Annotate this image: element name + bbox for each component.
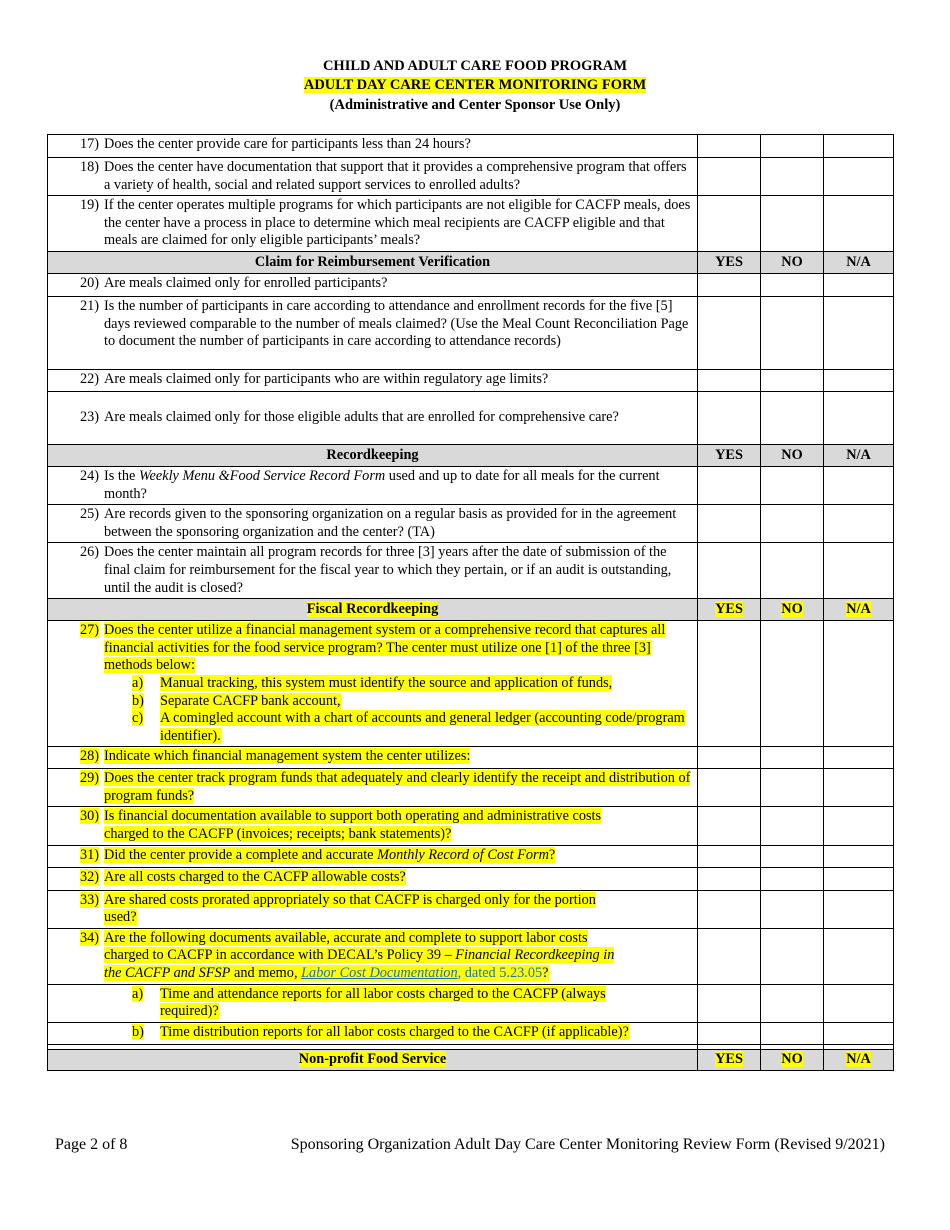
na-cell[interactable] <box>824 984 894 1022</box>
no-cell[interactable] <box>761 928 824 984</box>
no-cell[interactable] <box>761 890 824 928</box>
na-cell[interactable] <box>824 505 894 543</box>
question-number: 17) <box>79 136 99 152</box>
section-header-nonprofit <box>48 1049 894 1070</box>
no-cell[interactable] <box>761 769 824 807</box>
question-number: 27) <box>79 622 99 639</box>
question-text: Are meals claimed only for participants who are within regulatory age limits? <box>104 370 549 387</box>
no-cell[interactable] <box>761 135 824 158</box>
table-row-q34a <box>48 984 894 1022</box>
no-cell[interactable] <box>761 543 824 599</box>
table-row-q24 <box>48 466 894 504</box>
sub-item-text: Time distribution reports for all labor costs charged to the CACFP (if applicable)? <box>160 1023 629 1040</box>
section-title: Claim for Reimbursement Verification <box>48 251 698 273</box>
no-column-header: NO <box>761 444 824 466</box>
policy-reference: Financial Recordkeeping in the CACFP and SFSP <box>104 947 615 982</box>
yes-cell[interactable] <box>698 543 761 599</box>
question-number: 23) <box>79 409 99 426</box>
section-title: Fiscal Recordkeeping <box>48 599 698 621</box>
no-cell[interactable] <box>761 369 824 391</box>
question-text: Does the center have documentation that support that it provides a comprehensive program that offers a variety of health, social and related support services to enrolled adults? <box>104 159 687 193</box>
no-cell[interactable] <box>761 158 824 196</box>
yes-column-header: YES <box>698 251 761 273</box>
question-number: 25) <box>79 506 99 523</box>
table-row-q19 <box>48 196 894 252</box>
question-number: 32) <box>79 868 99 885</box>
na-cell[interactable] <box>824 296 894 369</box>
question-text: Does the center utilize a financial management system or a comprehensive record that captures all financial activities for the food service program? The center must utilize one [1] of the three [3] methods below: <box>104 622 666 674</box>
yes-cell[interactable] <box>698 769 761 807</box>
na-cell[interactable] <box>824 369 894 391</box>
no-cell[interactable] <box>761 807 824 845</box>
yes-cell[interactable] <box>698 984 761 1022</box>
na-column-header: N/A <box>824 1049 894 1070</box>
table-row-q17 <box>48 135 894 158</box>
yes-cell[interactable] <box>698 466 761 504</box>
na-cell[interactable] <box>824 621 894 747</box>
yes-cell[interactable] <box>698 369 761 391</box>
yes-cell[interactable] <box>698 135 761 158</box>
section-header-fiscal <box>48 599 894 621</box>
na-column-header: N/A <box>824 599 894 621</box>
question-number: 29) <box>79 770 99 787</box>
section-header-claim <box>48 251 894 273</box>
no-cell[interactable] <box>761 984 824 1022</box>
yes-column-header: YES <box>698 444 761 466</box>
question-text: Did the center provide a complete and accurate Monthly Record of Cost Form? <box>104 846 556 863</box>
question-text: Are all costs charged to the CACFP allowable costs? <box>104 868 406 885</box>
form-footer-title: Sponsoring Organization Adult Day Care Center Monitoring Review Form (Revised 9/2021) <box>290 1136 885 1153</box>
form-program-title: CHILD AND ADULT CARE FOOD PROGRAM <box>322 58 628 74</box>
yes-cell[interactable] <box>698 391 761 444</box>
monitoring-table <box>47 134 894 1071</box>
table-row-q28 <box>48 747 894 769</box>
yes-cell[interactable] <box>698 845 761 867</box>
no-cell[interactable] <box>761 273 824 296</box>
question-number: 19) <box>79 197 99 214</box>
question-number: 24) <box>79 467 99 484</box>
na-cell[interactable] <box>824 867 894 890</box>
yes-cell[interactable] <box>698 196 761 252</box>
na-cell[interactable] <box>824 158 894 196</box>
question-number: 33) <box>79 891 99 908</box>
na-cell[interactable] <box>824 196 894 252</box>
na-cell[interactable] <box>824 466 894 504</box>
question-text: Indicate which financial management system the center utilizes: <box>104 748 471 765</box>
na-cell[interactable] <box>824 273 894 296</box>
table-row-q20 <box>48 273 894 296</box>
question-text: Does the center provide care for participants less than 24 hours? <box>104 136 471 152</box>
yes-cell[interactable] <box>698 928 761 984</box>
question-text: Are meals claimed only for enrolled participants? <box>104 274 388 291</box>
question-text: Is financial documentation available to support both operating and administrative costs charged to the CACFP (invoices; receipts; bank statements)? <box>104 808 602 843</box>
no-cell[interactable] <box>761 196 824 252</box>
sub-item-c: c) A comingled account with a chart of accounts and general ledger (accounting code/program identifier). <box>132 710 685 744</box>
na-cell[interactable] <box>824 890 894 928</box>
yes-cell[interactable] <box>698 890 761 928</box>
table-row-q21 <box>48 296 894 369</box>
section-title: Recordkeeping <box>48 444 698 466</box>
table-row-q23 <box>48 391 894 444</box>
no-cell[interactable] <box>761 747 824 769</box>
question-text: Is the number of participants in care according to attendance and enrollment records for the five [5] days reviewed comparable to the number of meals claimed? (Use the Meal Count Reconciliation Page to document the number of participants in care according to attendance records) <box>104 297 689 350</box>
no-cell[interactable] <box>761 845 824 867</box>
yes-cell[interactable] <box>698 621 761 747</box>
form-subtitle: (Administrative and Center Sponsor Use Only) <box>329 97 621 113</box>
question-text: If the center operates multiple programs for which participants are not eligible for CACFP meals, does the center have a process in place to determine which meal recipients are CACFP eligible and that meals are claimed for only eligible participants’ meals? <box>104 197 691 249</box>
question-text: Are the following documents available, accurate and complete to support labor costs charged to CACFP in accordance with DECAL’s Policy 39 – Financial Recordkeeping in the CACFP and SFSP and memo, Labor Cost Documentation, dated 5.23.05? <box>104 929 615 982</box>
table-row-q29 <box>48 769 894 807</box>
section-title: Non-profit Food Service <box>48 1049 698 1070</box>
question-number: 18) <box>79 159 99 175</box>
question-number: 21) <box>79 297 99 314</box>
yes-column-header: YES <box>698 1049 761 1070</box>
form-name-reference: Monthly Record of Cost Form <box>377 846 549 863</box>
yes-cell[interactable] <box>698 158 761 196</box>
table-row-q32 <box>48 867 894 890</box>
question-number: 28) <box>79 748 99 765</box>
question-number: 26) <box>79 544 99 561</box>
na-column-header: N/A <box>824 251 894 273</box>
no-column-header: NO <box>761 1049 824 1070</box>
question-text: Are shared costs prorated appropriately so that CACFP is charged only for the portion used? <box>104 891 596 926</box>
no-cell[interactable] <box>761 621 824 747</box>
na-cell[interactable] <box>824 135 894 158</box>
no-cell[interactable] <box>761 391 824 444</box>
no-column-header: NO <box>761 599 824 621</box>
yes-cell[interactable] <box>698 273 761 296</box>
table-row-q26 <box>48 543 894 599</box>
na-cell[interactable] <box>824 807 894 845</box>
labor-cost-memo-link[interactable]: Labor Cost Documentation <box>301 965 458 982</box>
table-row-q22 <box>48 369 894 391</box>
question-text: Is the Weekly Menu &Food Service Record Form used and up to date for all meals for the current month? <box>104 467 660 502</box>
memo-date: , dated 5.23.05 <box>457 965 543 982</box>
no-cell[interactable] <box>761 867 824 890</box>
table-row-q27 <box>48 621 894 747</box>
question-number: 30) <box>79 808 99 825</box>
yes-cell[interactable] <box>698 296 761 369</box>
table-row-q18 <box>48 158 894 196</box>
na-cell[interactable] <box>824 391 894 444</box>
yes-cell[interactable] <box>698 1022 761 1044</box>
no-cell[interactable] <box>761 505 824 543</box>
question-text: Does the center maintain all program records for three [3] years after the date of submission of the final claim for reimbursement for the fiscal year to which they pertain, or if an audit is outstanding, until the audit is closed? <box>104 544 672 596</box>
na-cell[interactable] <box>824 747 894 769</box>
na-cell[interactable] <box>824 543 894 599</box>
no-cell[interactable] <box>761 296 824 369</box>
yes-cell[interactable] <box>698 747 761 769</box>
sub-item-letter: a) <box>132 985 144 1002</box>
form-title: ADULT DAY CARE CENTER MONITORING FORM <box>303 77 647 93</box>
na-cell[interactable] <box>824 1022 894 1044</box>
table-row-q33 <box>48 890 894 928</box>
question-text: Are meals claimed only for those eligible adults that are enrolled for comprehensive care? <box>104 409 619 426</box>
question-number: 20) <box>79 274 99 291</box>
na-cell[interactable] <box>824 769 894 807</box>
sub-item-letter: b) <box>132 1023 144 1040</box>
question-number: 31) <box>79 846 99 863</box>
table-row-q31 <box>48 845 894 867</box>
sub-item-a: a) Manual tracking, this system must identify the source and application of funds, <box>132 674 613 691</box>
no-cell[interactable] <box>761 1022 824 1044</box>
na-cell[interactable] <box>824 845 894 867</box>
form-name-reference: Weekly Menu &Food Service Record Form <box>138 467 386 484</box>
no-cell[interactable] <box>761 466 824 504</box>
question-text: Does the center track program funds that adequately and clearly identify the receipt and distribution of program funds? <box>104 770 691 804</box>
table-row-q34 <box>48 928 894 984</box>
yes-cell[interactable] <box>698 505 761 543</box>
yes-cell[interactable] <box>698 807 761 845</box>
yes-column-header: YES <box>698 599 761 621</box>
section-header-recordkeeping <box>48 444 894 466</box>
question-number: 22) <box>79 370 99 387</box>
na-column-header: N/A <box>824 444 894 466</box>
page-number: Page 2 of 8 <box>55 1136 128 1153</box>
question-number: 34) <box>79 929 99 946</box>
no-column-header: NO <box>761 251 824 273</box>
table-row-q34b <box>48 1022 894 1044</box>
question-text: Are records given to the sponsoring organization on a regular basis as provided for in the agreement between the sponsoring organization and the center? (TA) <box>104 506 677 540</box>
sub-item-b: b) Separate CACFP bank account, <box>132 692 341 709</box>
table-row-q25 <box>48 505 894 543</box>
sub-item-text: Time and attendance reports for all labor costs charged to the CACFP (always required)? <box>160 985 606 1020</box>
na-cell[interactable] <box>824 928 894 984</box>
table-row-q30 <box>48 807 894 845</box>
yes-cell[interactable] <box>698 867 761 890</box>
